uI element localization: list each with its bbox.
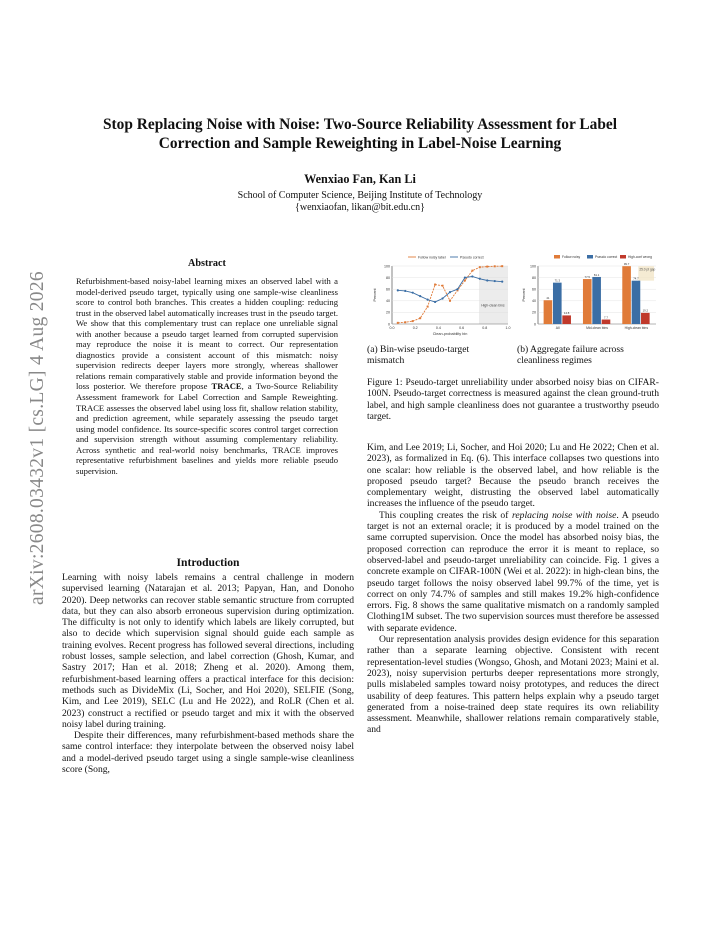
p2-before: This coupling creates the risk of — [379, 509, 513, 521]
bar-value-label: 99.7 — [623, 261, 630, 266]
data-point — [501, 281, 503, 283]
bar — [622, 266, 631, 324]
legend-swatch — [554, 255, 560, 259]
abstract-text-2: TRACE assesses the observed label using loss fit, shallow relation stability, and prediction agreement, while separately assessing the pseudo target using model confidence. Its source-specific scores control target correction and supervision strength without assuming complementary reliability. Across synthetic and real-world noisy benchmarks, TRACE improves representative refurbishment baselines and yields more reliable pseudo supervision. — [76, 402, 338, 476]
y-tick-label: 80 — [386, 275, 390, 280]
abstract-acronym: , a Two-Source Reliability Assessment framework for Label Correction and Sample Reweighting. — [76, 381, 338, 403]
data-point — [419, 317, 421, 319]
emails: {wenxiaofan, likan@bit.edu.cn} — [295, 202, 425, 213]
chart-a — [368, 252, 516, 342]
category-label: All — [555, 326, 560, 330]
data-point — [486, 279, 488, 281]
legend-label: Pseudo correct — [595, 255, 618, 260]
title-line-2: Correction and Sample Reweighting in Label-Noise Learning — [158, 135, 562, 152]
y-tick-label: 0 — [388, 322, 390, 327]
data-point — [441, 297, 443, 299]
bar — [553, 283, 562, 324]
data-point — [479, 278, 481, 280]
y-tick-label: 80 — [532, 275, 536, 280]
x-tick-label: 0.8 — [482, 326, 488, 330]
y-tick-label: 20 — [532, 310, 536, 315]
data-point — [471, 275, 473, 277]
chart-b — [518, 252, 660, 342]
legend-label: Pseudo correct — [460, 255, 484, 260]
y-tick-label: 0 — [534, 322, 536, 327]
legend-swatch — [620, 255, 626, 259]
legend-label: Follow noisy label — [418, 255, 446, 260]
bar — [592, 277, 601, 324]
x-tick-label: 1.0 — [505, 326, 511, 330]
data-point — [419, 295, 421, 297]
figure-caption: Figure 1: Pseudo-target unreliability under absorbed noisy bias on CIFAR-100N. Pseudo-target correctness is measured against the clean ground-truth label, and high sample cleanliness does not guarantee a trustworthy pseudo target. — [367, 377, 659, 422]
right-paragraph-2 — [367, 510, 659, 634]
gap-annotation: 25.0 pt gap — [639, 267, 656, 272]
bar-value-label: 71.3 — [554, 278, 561, 283]
data-point — [442, 285, 444, 287]
y-tick-label: 60 — [386, 287, 390, 292]
y-tick-label: 100 — [384, 264, 390, 269]
title-line-1: Stop Replacing Noise with Noise: Two-Source Reliability Assessment for Label — [102, 116, 618, 133]
bar — [602, 320, 611, 324]
category-label: High-clean bins — [624, 326, 649, 330]
trace-name: TRACE — [211, 381, 242, 392]
data-point — [456, 288, 458, 290]
y-tick-label: 40 — [532, 299, 536, 304]
x-tick-label: 0.2 — [412, 326, 418, 330]
data-point — [494, 280, 496, 282]
data-point — [471, 270, 473, 272]
data-point — [412, 292, 414, 294]
data-point — [404, 290, 406, 292]
intro-paragraph-1: Learning with noisy labels remains a central challenge in modern supervised learning (Natarajan et al. 2013; Papyan, Han, and Donoho 2020). Deep networks can recover stable semantic structure from corrupted data, but they can also absorb erroneous supervision during optimization. The difficulty is not only to identify which labels are likely corrupted, but also to decide which supervision signal should guide each sample as training evolves. Recent progress has followed several directions, including robust losses, sample selection, and label correction (Ghosh, Kumar, and Sastry 2017; Han et al. 2018; Zheng et al. 2020). Among them, refurbishment-based learning offers a practical interface for this decision: methods such as DivideMix (Li, Socher, and Hoi 2020), SELFIE (Song, Kim, and Lee 2019), SELC (Lu and He 2022), and RoLR (Chen et al. 2023) construct a rectified or pseudo target and mix it with the observed noisy label during training. — [62, 572, 354, 730]
y-axis-label: Percent — [373, 288, 377, 302]
data-point — [494, 265, 496, 267]
p2-after: . A pseudo target is not an external oracle; it is produced by a model trained on the same corrupted supervision. Once the model has absorbed noisy bias, the proposed correction can reproduce the error it is meant to replace, so observed-label and pseudo-target unreliability can coincide. Fig. 1 gives a concrete example on CIFAR-100N (Wei et al. 2022): in high-clean bins, the pseudo target follows the noisy observed label 99.7% of the time, yet is correct on only 74.7% of samples and still makes 19.2% high-confidence errors. Fig. 8 shows the same qualitative mismatch on a randomly sampled Clothing1M subset. The two supervision sources must therefore be assessed with separate evidence. — [367, 509, 660, 634]
data-point — [434, 284, 436, 286]
introduction-heading: Introduction — [176, 556, 240, 569]
bar — [641, 313, 650, 324]
data-point — [412, 320, 414, 322]
left-column — [62, 572, 354, 775]
data-point — [404, 321, 406, 323]
data-point — [427, 299, 429, 301]
bar-value-label: 74.7 — [633, 276, 639, 281]
x-axis-label: Clean-probability bin — [432, 332, 468, 336]
legend-label: Follow noisy — [562, 255, 581, 260]
data-point — [449, 300, 451, 302]
right-paragraph-1: Kim, and Lee 2019; Li, Socher, and Hoi 2020; Lu and He 2022; Chen et al. 2023), as formalized in Eq. (6). This interface collapses two questions into one scalar: how reliable is the observed label, and how reliable is the proposed pseudo target? Because the pseudo branch receives the complementary weight, distrusting the observed label automatically increases the influence of the pseudo target. — [367, 442, 659, 510]
y-tick-label: 100 — [530, 264, 536, 269]
data-point — [464, 277, 466, 279]
caption-b: (b) Aggregate failure across cleanliness regimes — [517, 344, 624, 367]
paper-title — [60, 115, 660, 153]
arxiv-sidebar — [20, 258, 56, 618]
p2-emph: replacing noise with noise — [512, 509, 617, 521]
legend-swatch — [587, 255, 593, 259]
data-point — [427, 306, 429, 308]
x-tick-label: 0.6 — [459, 326, 465, 330]
right-paragraph-3: Our representation analysis provides design evidence for this separation rather than a separate learning objective. Consistent with recent representation-level studies (Wongso, Ghosh, and Motani 2023; Maini et al. 2023), noisy supervision perturbs deeper representations more strongly, pulls mislabeled samples toward noisy prototypes, and reduces the direct usability of deep features. This pattern helps explain why a pseudo target generated from a noise-trained deep state requires its own reliability assessment. Meanwhile, shallower relations remain comparatively stable, and — [367, 634, 659, 736]
band-annotation: High-clean bins — [481, 303, 505, 308]
bar-value-label: 81.1 — [593, 272, 600, 277]
abstract-heading: Abstract — [188, 258, 226, 269]
data-point — [501, 265, 503, 267]
y-tick-label: 20 — [386, 310, 390, 315]
data-point — [397, 322, 399, 324]
data-point — [486, 266, 488, 268]
bar-value-label: 14.8 — [563, 311, 570, 316]
abstract-body — [76, 276, 338, 476]
category-label: Mid-clean bins — [586, 326, 608, 330]
right-column — [367, 442, 659, 736]
caption-a: (a) Bin-wise pseudo-target mismatch — [367, 344, 470, 367]
affiliation: School of Computer Science, Beijing Institute of Technology — [237, 190, 483, 201]
data-point — [434, 301, 436, 303]
data-point — [464, 280, 466, 282]
affiliation-block — [60, 190, 660, 214]
bar — [583, 279, 592, 324]
bar-value-label: 19.2 — [642, 308, 649, 313]
x-tick-label: 0.4 — [435, 326, 441, 330]
arxiv-id: arXiv:2608.03432v1 [cs.LG] 4 Aug 2026 — [27, 271, 48, 605]
intro-paragraph-2: Despite their differences, many refurbishment-based methods share the same control interface: they interpolate between the observed noisy label and a model-derived pseudo target using a single sample-wise cleanliness score (Song, — [62, 730, 354, 776]
x-tick-label: 0.0 — [389, 326, 395, 330]
data-point — [449, 291, 451, 293]
data-point — [397, 289, 399, 291]
authors: Wenxiao Fan, Kan Li — [304, 172, 416, 186]
data-point — [479, 266, 481, 268]
bar-value-label: 7.7 — [604, 315, 608, 320]
bar — [632, 281, 641, 324]
y-tick-label: 60 — [532, 287, 536, 292]
y-tick-label: 40 — [386, 299, 390, 304]
bar — [544, 300, 553, 324]
bar — [562, 315, 571, 324]
high-clean-band — [479, 266, 508, 324]
abstract-text-1: Refurbishment-based noisy-label learning mixes an observed label with a model-derived pseudo target, typically using one sample-wise cleanliness score to control both branches. This creates a hidden coupling: reducing trust in the observed label automatically increases trust in the pseudo target. We show that this complementary trust can replace one unreliable signal with another because a pseudo target learned from corrupted supervision may reproduce the noise it is meant to correct. Our representation diagnostics provide a consistent account of this mismatch: noisy supervision redirects deeper layers more strongly, whereas shallower relations remain comparatively stable and provide information beyond the loss posterior. We therefore propose — [76, 276, 338, 392]
y-axis-label: Percent — [522, 288, 526, 302]
legend-label: High-conf wrong — [628, 255, 653, 260]
bar-value-label: 77.5 — [584, 274, 590, 279]
bar-value-label: 41 — [546, 296, 550, 301]
